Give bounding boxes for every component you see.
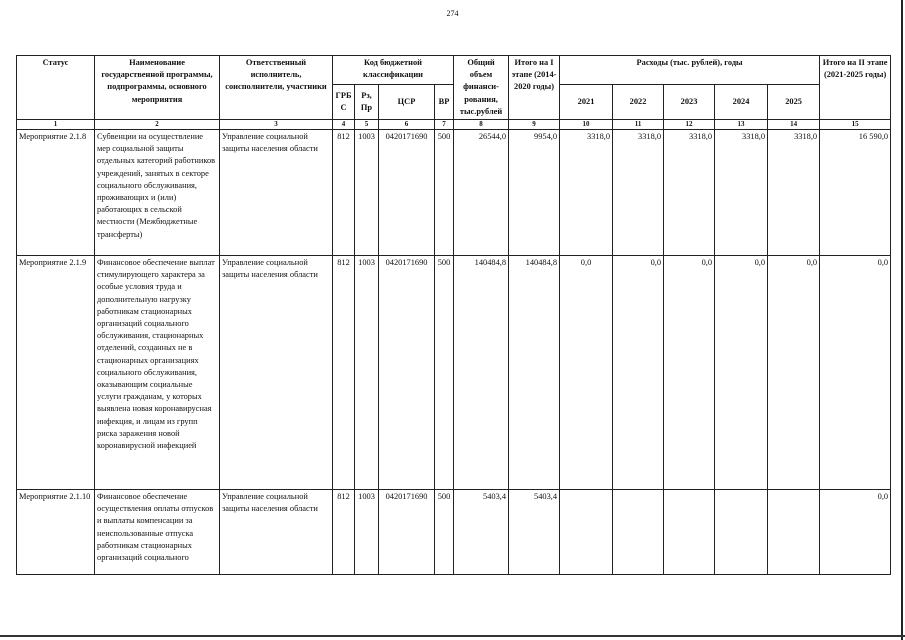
row-2022 <box>613 490 664 575</box>
budget-table <box>16 55 891 575</box>
page-number: 274 <box>446 9 459 18</box>
column-number: 12 <box>664 120 715 130</box>
row-2023: 3318,0 <box>664 130 715 256</box>
header-name: Наименование государственной программы, подпрограммы, основного мероприятия <box>95 56 220 120</box>
header-grbs: ГРБ С <box>333 84 355 119</box>
header-vr: ВР <box>435 84 454 119</box>
column-number: 8 <box>454 120 509 130</box>
row-2025: 0,0 <box>768 256 820 490</box>
table-row <box>17 130 891 256</box>
header-csr: ЦСР <box>379 84 435 119</box>
row-grbs: 812 <box>333 490 355 575</box>
row-2022: 3318,0 <box>613 130 664 256</box>
row-grbs: 812 <box>333 256 355 490</box>
row-status: Мероприятие 2.1.10 <box>17 490 95 575</box>
row-2024: 3318,0 <box>715 130 768 256</box>
header-total-financing: Общий объем финанси-рования, тыс.рублей <box>454 56 509 120</box>
row-grbs: 812 <box>333 130 355 256</box>
column-number: 5 <box>355 120 379 130</box>
row-vr: 500 <box>435 490 454 575</box>
column-number: 10 <box>560 120 613 130</box>
column-number: 9 <box>509 120 560 130</box>
row-2021: 0,0 <box>560 256 613 490</box>
row-csr: 0420171690 <box>379 130 435 256</box>
header-year-2023: 2023 <box>664 84 715 119</box>
row-2024: 0,0 <box>715 256 768 490</box>
column-number: 4 <box>333 120 355 130</box>
header-year-2025: 2025 <box>768 84 820 119</box>
row-rzpr: 1003 <box>355 130 379 256</box>
column-number: 14 <box>768 120 820 130</box>
header-stage2-total: Итого на II этапе (2021-2025 годы) <box>820 56 891 120</box>
column-number: 7 <box>435 120 454 130</box>
column-number: 13 <box>715 120 768 130</box>
row-status: Мероприятие 2.1.8 <box>17 130 95 256</box>
row-stage1: 5403,4 <box>509 490 560 575</box>
header-year-2021: 2021 <box>560 84 613 119</box>
column-number: 6 <box>379 120 435 130</box>
row-csr: 0420171690 <box>379 256 435 490</box>
row-2023: 0,0 <box>664 256 715 490</box>
row-stage2: 16 590,0 <box>820 130 891 256</box>
row-2021 <box>560 490 613 575</box>
scan-edge-right <box>901 0 903 640</box>
row-name: Субвенции на осуществление мер социальной защиты отдельных категорий работников учреждений, занятых в секторе социального обслуживания, проживающих и (или) работающих в сельской местности (Межбюджетные трансферты) <box>95 130 220 256</box>
column-number: 3 <box>220 120 333 130</box>
column-number: 11 <box>613 120 664 130</box>
row-responsible: Управление социальной защиты населения области <box>220 490 333 575</box>
table-row <box>17 490 891 575</box>
row-csr: 0420171690 <box>379 490 435 575</box>
row-2023 <box>664 490 715 575</box>
row-total: 140484,8 <box>454 256 509 490</box>
row-stage1: 140484,8 <box>509 256 560 490</box>
row-rzpr: 1003 <box>355 490 379 575</box>
header-expenses: Расходы (тыс. рублей), годы <box>560 56 820 85</box>
header-budget-code: Код бюджетной классификации <box>333 56 454 85</box>
column-number-row <box>17 120 891 130</box>
table-row <box>17 256 891 490</box>
row-status: Мероприятие 2.1.9 <box>17 256 95 490</box>
row-2025: 3318,0 <box>768 130 820 256</box>
header-year-2024: 2024 <box>715 84 768 119</box>
header-status: Статус <box>17 56 95 120</box>
row-2021: 3318,0 <box>560 130 613 256</box>
row-total: 5403,4 <box>454 490 509 575</box>
row-rzpr: 1003 <box>355 256 379 490</box>
header-responsible: Ответственный исполнитель, соисполнители, участники <box>220 56 333 120</box>
row-stage2: 0,0 <box>820 256 891 490</box>
header-stage1-total: Итого на I этапе (2014-2020 годы) <box>509 56 560 120</box>
row-vr: 500 <box>435 256 454 490</box>
row-2024 <box>715 490 768 575</box>
row-responsible: Управление социальной защиты населения области <box>220 130 333 256</box>
row-name: Финансовое обеспечение выплат стимулирующего характера за особые условия труда и дополнительную нагрузку работникам стационарных организаций социального обслуживания, стационарных отделений, созданных не в стационарных организациях социального обслуживания, оказывающим социальные услуги гражданам, у которых выявлена новая коронавирусная инфекция, и лицам из групп риска заражения новой коронавирусной инфекцией <box>95 256 220 490</box>
row-responsible: Управление социальной защиты населения области <box>220 256 333 490</box>
column-number: 1 <box>17 120 95 130</box>
header-year-2022: 2022 <box>613 84 664 119</box>
column-number: 15 <box>820 120 891 130</box>
header-rzpr: Рз, Пр <box>355 84 379 119</box>
row-stage1: 9954,0 <box>509 130 560 256</box>
row-total: 26544,0 <box>454 130 509 256</box>
row-2022: 0,0 <box>613 256 664 490</box>
row-2025 <box>768 490 820 575</box>
row-name: Финансовое обеспечение осуществления оплаты отпусков и выплаты компенсации за неиспользованные отпуска работникам стационарных организаций социального <box>95 490 220 575</box>
column-number: 2 <box>95 120 220 130</box>
row-stage2: 0,0 <box>820 490 891 575</box>
scan-edge-bottom <box>0 635 905 637</box>
row-vr: 500 <box>435 130 454 256</box>
